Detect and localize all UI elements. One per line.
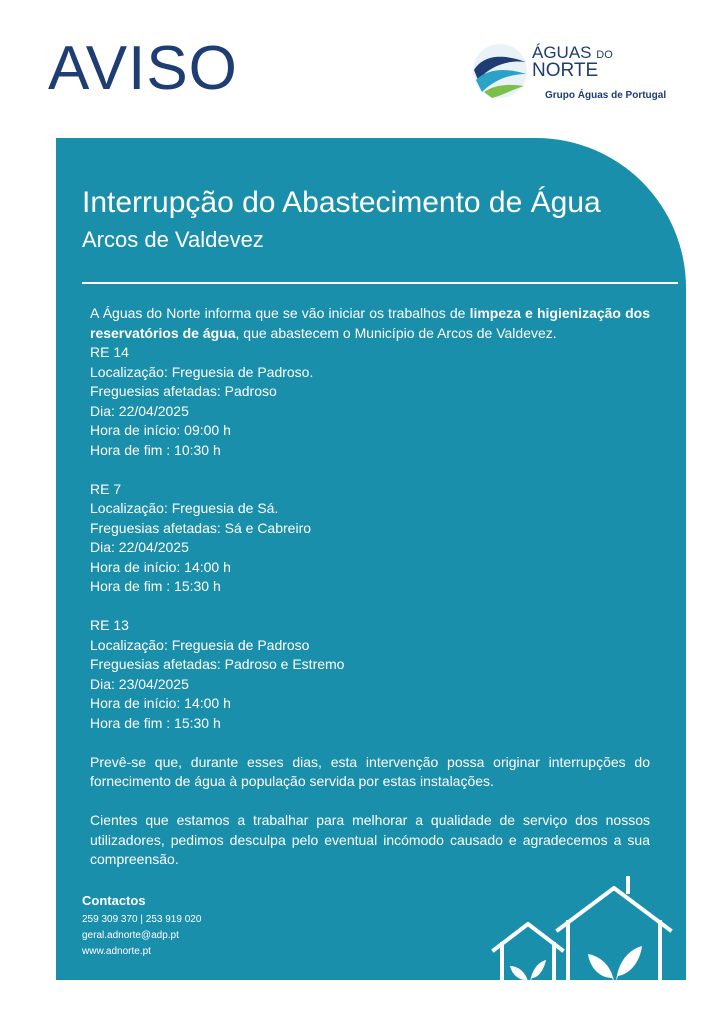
site-start-time: Hora de início: 14:00 h xyxy=(90,558,231,575)
houses-plants-icon xyxy=(488,870,686,980)
notice-body xyxy=(90,304,650,870)
contacts-email: geral.adnorte@adp.pt xyxy=(82,930,179,941)
contacts-heading: Contactos xyxy=(82,893,146,908)
site-block xyxy=(90,480,650,597)
interruption-paragraph: Prevê-se que, durante esses dias, esta intervenção possa originar interrupções do fornecimento de água à população servida por estas instalações. xyxy=(90,753,650,789)
notice-panel xyxy=(56,138,686,980)
site-parishes: Freguesias afetadas: Padroso xyxy=(90,383,277,399)
apology-paragraph: Cientes que estamos a trabalhar para melhorar a qualidade de serviço dos nossos utilizadores, pedimos desculpa pelo eventual incómodo causado e agradecemos a sua compreensão. xyxy=(90,812,650,867)
site-location: Localização: Freguesia de Padroso xyxy=(90,636,310,653)
site-start-time: Hora de início: 09:00 h xyxy=(90,422,231,438)
aguas-do-norte-logo xyxy=(470,40,690,110)
site-location: Localização: Freguesia de Sá. xyxy=(90,500,279,516)
site-location: Localização: Freguesia de Padroso. xyxy=(90,363,314,380)
site-day: Dia: 22/04/2025 xyxy=(90,402,189,419)
notice-subtitle: Arcos de Valdevez xyxy=(82,227,264,252)
site-start-time: Hora de início: 14:00 h xyxy=(90,695,231,711)
site-end-time: Hora de fim : 15:30 h xyxy=(90,714,221,731)
contacts-phones: 259 309 370 | 253 919 020 xyxy=(82,914,202,925)
site-name: RE 13 xyxy=(90,617,129,633)
contacts-block xyxy=(82,893,201,960)
site-day: Dia: 23/04/2025 xyxy=(90,675,189,692)
site-name: RE 14 xyxy=(90,344,129,360)
site-parishes: Freguesias afetadas: Padroso e Estremo xyxy=(90,656,345,672)
divider xyxy=(82,282,678,284)
intro-paragraph: A Águas do Norte informa que se vão iniciar os trabalhos de limpeza e higienização dos reservatórios de água, que abastecem o Município de Arcos de Valdevez. xyxy=(90,305,651,341)
logo-text-aguas: ÁGUAS DO xyxy=(532,43,613,62)
notice-title: Interrupção do Abastecimento de Água xyxy=(82,186,601,219)
site-name: RE 7 xyxy=(90,480,122,497)
contacts-website: www.adnorte.pt xyxy=(82,946,151,957)
aviso-heading: AVISO xyxy=(48,34,238,103)
site-block xyxy=(90,343,650,460)
site-day: Dia: 22/04/2025 xyxy=(90,539,189,555)
site-end-time: Hora de fim : 10:30 h xyxy=(90,441,221,458)
site-block xyxy=(90,616,650,733)
logo-tagline: Grupo Águas de Portugal xyxy=(545,90,667,101)
water-wave-icon xyxy=(470,40,530,102)
logo-text-norte: NORTE xyxy=(532,60,599,81)
site-parishes: Freguesias afetadas: Sá e Cabreiro xyxy=(90,519,312,536)
site-end-time: Hora de fim : 15:30 h xyxy=(90,578,221,594)
